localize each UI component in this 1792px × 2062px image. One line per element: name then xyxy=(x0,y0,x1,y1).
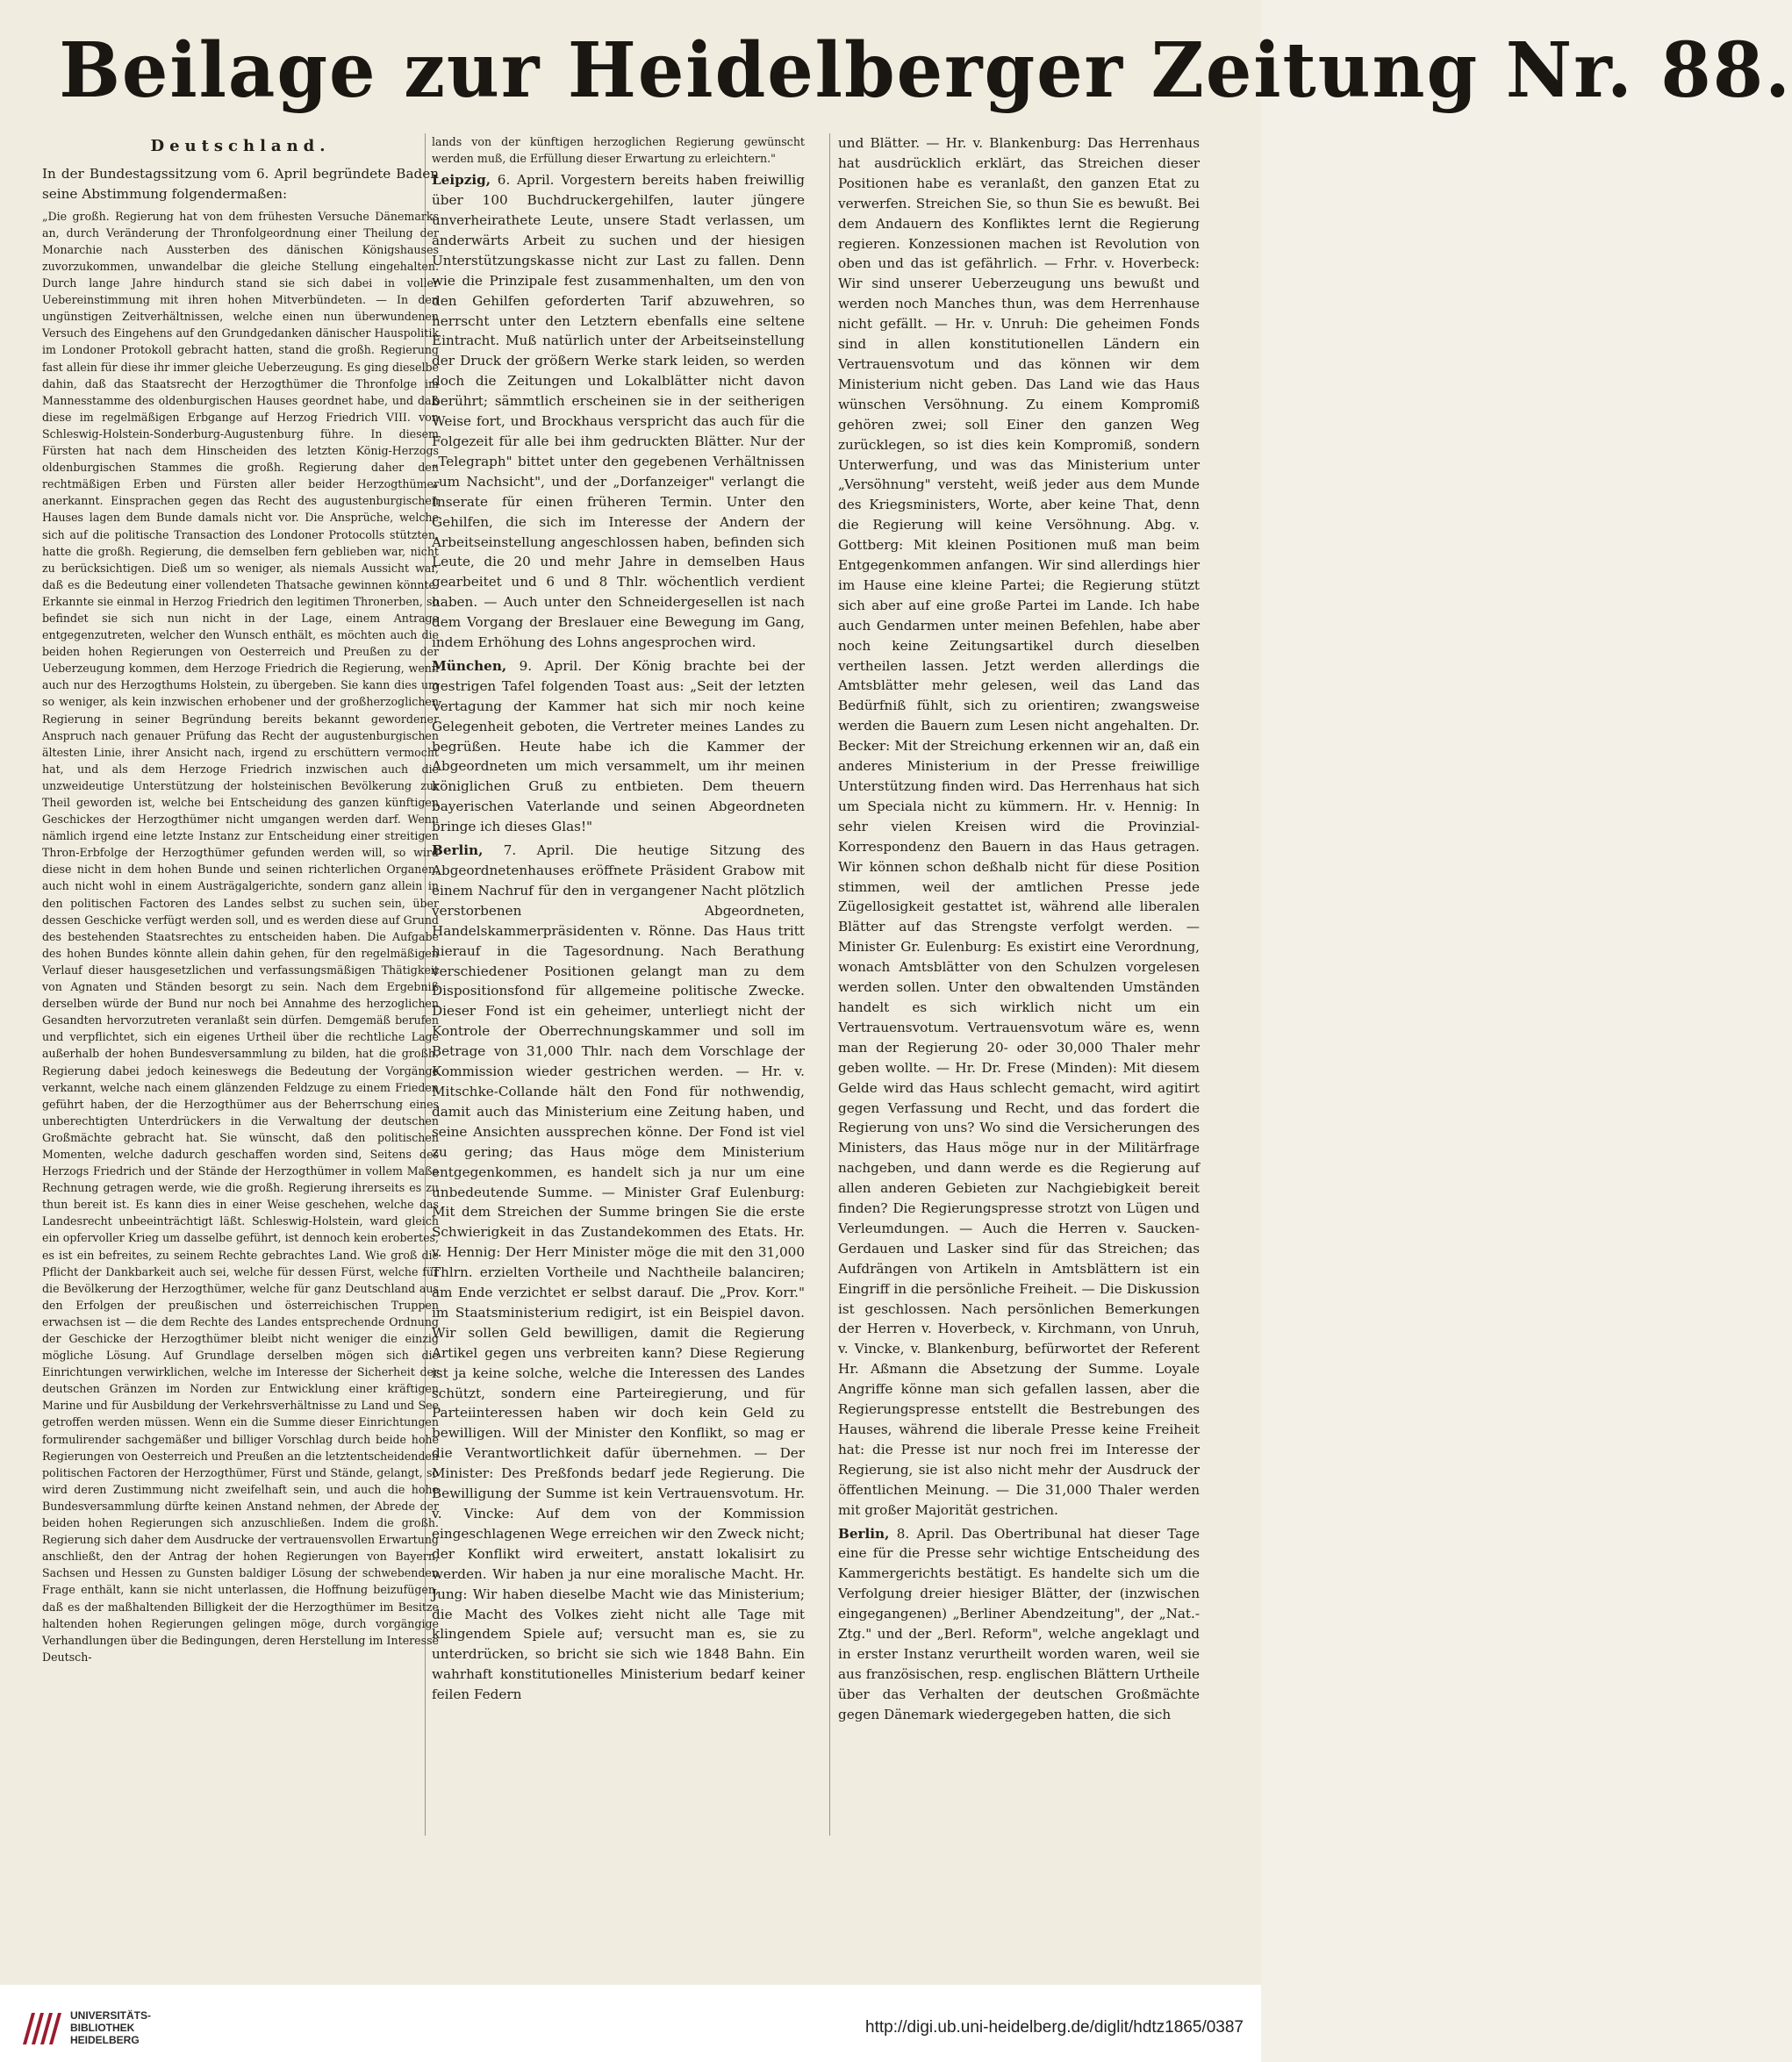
intro-paragraph: In der Bundestagssitzung vom 6. April begründete Baden seine Abstimmung folgendermaßen: xyxy=(42,165,439,202)
article-text: 6. April. Vorgestern bereits haben freiwillig über 100 Buchdruckergehilfen, lauter jüngere unverheirathete Leute, unsere Stadt verlassen, um anderwärts Arbeit zu suchen und der hiesigen Unterstützungskasse nicht zur Last zu fallen. Denn wie die Prinzipale fest zusammenhalten, um den von den Gehilfen geforderten Tarif abzuwehren, so herrscht unter den Letztern ebenfalls eine seltene Eintracht. Muß natürlich unter der Arbeitseinstellung der Druck der größern Werke stark leiden, so werden doch die Zeitungen und Lokalblätter nicht davon berührt; sämmtlich erscheinen sie in der seitherigen Weise fort, und Brockhaus verspricht das auch für die Folgezeit für alle bei ihm gedruckten Blätter. Nur der „Telegraph" bittet unter den gegebenen Verhältnissen „um Nachsicht", und der „Dorfanzeiger" verlangt die Inserate für einen früheren Termin. Unter den Gehilfen, die sich im Interesse der Andern der Arbeitseinstellung angeschlossen haben, befinden sich Leute, die 20 und mehr Jahre in demselben Haus gearbeitet und 6 und 8 Thlr. wöchentlich verdient haben. — Auch unter den Schneidergesellen ist nach dem Vorgang der Breslauer eine Bewegung im Gang, indem Erhöhung des Lohns angesprochen wird. xyxy=(432,172,806,651)
article-muenchen xyxy=(432,656,805,837)
article-text: 7. April. Die heutige Sitzung des Abgeordnetenhauses eröffnete Präsident Grabow mit einem Nachruf für den in vergangener Nacht plötzlich verstorbenen Abgeordneten, Handelskammerpräsidenten v. Rönne. Das Haus tritt hierauf in die Tagesordnung. Nach Berathung verschiedener Positionen gelangt man zu dem Dispositionsfond für allgemeine politische Zwecke. Dieser Fond ist ein geheimer, unterliegt nicht der Kontrole der Oberrechnungskammer und soll im Betrage von 31,000 Thlr. nach dem Vorschlage der Kommission wieder gestrichen werden. — Hr. v. Mitschke-Collande hält den Fond für nothwendig, damit auch das Ministerium eine Zeitung haben, und seine Ansichten aussprechen könne. Der Fond ist viel zu gering; das Haus möge dem Ministerium entgegenkommen, es handelt sich ja nur um eine unbedeutende Summe. — Minister Graf Eulenburg: Mit dem Streichen der Summe bringen Sie die erste Schwierigkeit in das Zustandekommen des Etats. Hr. v. Hennig: Der Herr Minister möge die mit den 31,000 Thlrn. erzielten Vortheile und Nachtheile balanciren; am Ende verzichtet er selbst darauf. Die „Prov. Korr." im Staatsministerium redigirt, ist ein Beispiel davon. Wir sollen Geld bewilligen, damit die Regierung Artikel gegen uns verbreiten kann? Diese Regierung ist ja keine solche, welche die Interessen des Landes schützt, sondern eine Parteiregierung, und für Parteiinteressen haben wir doch kein Geld zu bewilligen. Will der Minister den Konflikt, so mag er die Verantwortlichkeit dafür übernehmen. — Der Minister: Des Preßfonds bedarf jede Regierung. Die Bewilligung der Summe ist kein Vertrauensvotum. Hr. v. Vincke: Auf dem von der Kommission eingeschlagenen Wege erreichen wir den Zweck nicht; der Konflikt wird erweitert, anstatt lokalisirt zu werden. Wir haben ja nur eine moralische Macht. Hr. Jung: Wir haben dieselbe Macht wie das Ministerium; die Macht des Volkes zieht nicht alle Tage mit klingendem Spiele auf; versucht man es, sie zu unterdrücken, so bricht sie sich wie 1848 Bahn. Ein wahrhaft konstitutionelles Ministerium bedarf keiner feilen Federn xyxy=(432,842,805,1703)
article-berlin-2 xyxy=(838,1524,1200,1725)
column-rule xyxy=(829,133,830,1836)
article-text: 8. April. Das Obertribunal hat dieser Tage eine für die Presse sehr wichtige Entscheidung des Kammergerichts bestätigt. Es handelte sich um die Verfolgung dreier hiesiger Blätter, der (inzwischen eingegangenen) „Berliner Abendzeitung", der „Nat.-Ztg." und der „Berl. Reform", welche angeklagt und in erster Instanz verurtheilt worden waren, weil sie aus französischen, resp. englischen Blättern Urtheile über das Verhalten der deutschen Großmächte gegen Dänemark wiedergegeben hatten, die sich xyxy=(838,1525,1200,1722)
article-text: 9. April. Der König brachte bei der gestrigen Tafel folgenden Toast aus: „Seit der letzten Vertagung der Kammer hat sich mir noch keine Gelegenheit geboten, die Vertreter meines Landes zu begrüßen. Heute habe ich die Kammer der Abgeordneten um mich versammelt, um ihr meinen königlichen Gruß zu entbieten. Dem theuern bayerischen Vaterlande und seinen Abgeordneten bringe ich dieses Glas!" xyxy=(432,657,805,835)
source-url-link[interactable]: http://digi.ub.uni-heidelberg.de/diglit/hdtz1865/0387 xyxy=(865,2018,1244,2037)
library-name-line: UNIVERSITÄTS- xyxy=(70,2009,152,2022)
university-library-logo-icon xyxy=(19,2009,65,2048)
library-name-line: BIBLIOTHEK xyxy=(70,2022,135,2034)
library-name xyxy=(70,2009,151,2046)
dateline: München, xyxy=(432,657,507,674)
library-name-line: HEIDELBERG xyxy=(70,2034,140,2046)
dateline: Berlin, xyxy=(432,842,484,859)
continued-quote: lands von der künftigen herzoglichen Regierung gewünscht werden muß, die Erfüllung dieser Erwartung zu erleichtern." xyxy=(432,135,805,166)
column-2 xyxy=(432,133,805,1840)
dateline: Berlin, xyxy=(838,1525,890,1542)
column-1 xyxy=(42,133,439,1840)
article-continuation: und Blätter. — Hr. v. Blankenburg: Das Herrenhaus hat ausdrücklich erklärt, das Streichen dieser Positionen habe es veranlaßt, den ganzen Etat zu verwerfen. Streichen Sie, so thun Sie es bewußt. Bei dem Andauern des Konfliktes lernt die Regierung regieren. Konzessionen machen ist Revolution von oben und das ist gefährlich. — Frhr. v. Hoverbeck: Wir sind unserer Ueberzeugung uns bewußt und werden noch Manches thun, was dem Herrenhause nicht gefällt. — Hr. v. Unruh: Die geheimen Fonds sind in allen konstitutionellen Ländern ein Vertrauensvotum und das können wir dem Ministerium nicht geben. Das Land wie das Haus wünschen Versöhnung. Zu einem Kompromiß gehören zwei; soll Einer den ganzen Weg zurücklegen, so ist dies kein Kompromiß, sondern Unterwerfung, und was das Ministerium unter „Versöhnung" versteht, weiß jeder aus dem Munde des Kriegsministers, Worte, aber keine That, denn die Regierung will keine Versöhnung. Abg. v. Gottberg: Mit kleinen Positionen muß man beim Entgegenkommen anfangen. Wir sind allerdings hier im Hause eine kleine Partei; die Regierung stützt sich aber auf eine große Partei im Lande. Ich habe auch Gendarmen unter meinen Befehlen, habe aber noch keine Zeitungsartikel durch dieselben vertheilen lassen. Jetzt werden allerdings die Amtsblätter mehr gelesen, weil das Land das Bedürfniß fühlt, sich zu orientiren; zwangsweise werden die Bauern zum Lesen nicht angehalten. Dr. Becker: Mit der Streichung erkennen wir an, daß ein anderes Ministerium in der Presse freiwillige Unterstützung finden wird. Das Herrenhaus hat sich um Speciala nicht zu kümmern. Hr. v. Hennig: In sehr vielen Kreisen wird die Provinzial-Korrespondenz den Bauern in das Haus getragen. Wir können schon deßhalb nicht für diese Position stimmen, weil der amtlichen Presse jede Zügellosigkeit gestattet ist, während alle liberalen Blätter auf das Strengste verfolgt werden. — Minister Gr. Eulenburg: Es existirt eine Verordnung, wonach Amtsblätter von den Schulzen vorgelesen werden sollen. Unter den obwaltenden Umständen handelt es sich wirklich nicht um ein Vertrauensvotum. Vertrauensvotum wäre es, wenn man der Regierung 20- oder 30,000 Thaler mehr geben wollte. — Hr. Dr. Frese (Minden): Mit diesem Gelde wird das Haus schlecht gemacht, wird agitirt gegen Verfassung und Recht, und das fordert die Regierung von uns? Wo sind die Versicherungen des Ministers, das Haus möge nur in der Militärfrage nachgeben, und dann werde es die Regierung auf allen anderen Gebieten zur Nachgiebigkeit bereit finden? Die Regierungspresse strotzt von Lügen und Verleumdungen. — Auch die Herren v. Saucken-Gerdauen und Lasker sind für das Streichen; das Aufdrängen von Artikeln in Amtsblättern ist ein Eingriff in die persönliche Freiheit. — Die Diskussion ist geschlossen. Nach persönlichen Bemerkungen der Herren v. Hoverbeck, v. Kirchmann, von Unruh, v. Vincke, v. Blankenburg, befürwortet der Referent Hr. Aßmann die Absetzung der Summe. Loyale Angriffe könne man sich gefallen lassen, aber die Regierungspresse entstellt die Bestrebungen des Hauses, während die liberale Presse keine Freiheit hat: die Presse ist nur noch frei im Interesse der Regierung, sie ist also nicht mehr der Ausdruck der öffentlichen Meinung. — Die 31,000 Thaler werden mit großer Majorität gestrichen. xyxy=(838,135,1200,1518)
article-leipzig xyxy=(432,170,805,653)
column-3 xyxy=(838,133,1200,1840)
dateline: Leipzig, xyxy=(432,172,491,189)
masthead-title: Beilage zur Heidelberger Zeitung Nr. 88. xyxy=(59,26,1792,115)
section-heading: Deutschland. xyxy=(150,137,331,155)
quoted-statement: „Die großh. Regierung hat von dem frühesten Versuche Dänemarks an, durch Veränderung der Thronfolgeordnung einer Theilung der Monarchie nach Aussterben des dänischen Königshauses zuvorzukommen, unwandelbar die gleiche Stellung eingehalten. Durch lange Jahre hindurch stand sie sich dabei in voller Uebereinstimmung mit ihren hohen Mitverbündeten. — In den ungünstigen Zeitverhältnissen, welche einen nun überwundenen Versuch des Eingehens auf den Grundgedanken dänischer Hauspolitik im Londoner Protokoll gebracht hatten, stand die großh. Regierung fast allein für diese ihr immer gleiche Ueberzeugung. Es ging dieselbe dahin, daß das Staatsrecht der Herzogthümer die Thronfolge im Mannesstamme des oldenburgischen Hauses geordnet habe, und daß diese im regelmäßigen Erbgange auf Herzog Friedrich VIII. von Schleswig-Holstein-Sonderburg-Augustenburg führe. In diesem Fürsten hat nach dem Hinscheiden des letzten König-Herzogs oldenburgischen Stammes die großh. Regierung daher den rechtmäßigen Erben und Fürsten aller beider Herzogthümer anerkannt. Einsprachen gegen das Recht des augustenburgischen Hauses lagen dem Bunde damals nicht vor. Die Ansprüche, welche sich auf die politische Transaction des Londoner Protocolls stützten, hatte die großh. Regierung, die demselben fern geblieben war, nicht zu berücksichtigen. Dieß um so weniger, als niemals Aussicht war, daß es die Bedeutung einer vollendeten Thatsache gewinnen könnte. Erkannte sie einmal in Herzog Friedrich den legitimen Thronerben, so befindet sie sich nun nicht in der Lage, einem Antrage entgegenzutreten, welcher den Wunsch enthält, es möchten auch die beiden hohen Regierungen von Oesterreich und Preußen zu der Ueberzeugung kommen, dem Herzoge Friedrich die Regierung, wenn auch nur des Herzogthums Holstein, zu übergeben. Sie kann dies um so weniger, als kein inzwischen erhobener und der großherzoglichen Regierung in seiner Begründung bereits bekannt gewordener Anspruch nach genauer Prüfung das Recht der augustenburgischen ältesten Linie, ihrer Ansicht nach, irgend zu erschüttern vermocht hat, und als dem Herzoge Friedrich inzwischen auch die unzweideutige Unterstützung der holsteinischen Bevölkerung zur Theil geworden ist, welche bei Entscheidung des ganzen künftigen Geschickes der Herzogthümer nicht umgangen werden darf. Wenn nämlich irgend eine letzte Instanz zur Entscheidung einer streitigen Thron-Erbfolge der Herzogthümer gefunden werden will, so wird diese nicht in dem hohen Bunde und seinen richterlichen Organen, auch nicht wohl in einem Austrägalgerichte, sondern ganz allein in den politischen Factoren des Landes selbst zu suchen sein, über dessen Geschicke verfügt werden soll, und es werden diese auf Grund des bestehenden Staatsrechtes zu entscheiden haben. Die Aufgabe des hohen Bundes könnte allein dahin gehen, für den regelmäßigen Verlauf dieser hausgesetzlichen und verfassungsmäßigen Thätigkeit von Agnaten und Ständen besorgt zu sein. Nach dem Ergebniß derselben würde der Bund nur noch bei Annahme des herzoglichen Gesandten hervorzutreten veranlaßt sein dürfen. Demgemäß berufen und verpflichtet, sich ein eigenes Urtheil über die rechtliche Lage außerhalb der hohen Bundesversammlung zu bilden, hat die großh. Regierung dabei jedoch keineswegs die Bedeutung der Vorgänge verkannt, welche nach einem glänzenden Feldzuge zu einem Frieden geführt haben, der die Herzogthümer aus der Beherrschung eines unberechtigten Unterdrückers in die Verwaltung der deutschen Großmächte gebracht hat. Sie wünscht, daß den politischen Momenten, welche dadurch geschaffen worden sind, Seitens des Herzogs Friedrich und der Stände der Herzogthümer in vollem Maße Rechnung getragen werde, wie die großh. Regierung ihrerseits es zu thun bereit ist. Es kann dies in einer Weise geschehen, welche das Landesrecht unbeeinträchtigt läßt. Schleswig-Holstein, ward gleich ein opfervoller Krieg um dasselbe geführt, ist dennoch kein erobertes, es ist ein befreites, zu seinem Rechte gebrachtes Land. Wie groß die Pflicht der Dankbarkeit auch sei, welche für dessen Fürst, welche für die Bevölkerung der Herzogthümer, welche für ganz Deutschland aus den Erfolgen der preußischen und österreichischen Truppen erwachsen ist — die dem Rechte des Landes entsprechende Ordnung der Geschicke der Herzogthümer bleibt nicht weniger die einzig mögliche Lösung. Auf Grundlage derselben mögen sich die Einrichtungen verwirklichen, welche im Interesse der Sicherheit der deutschen Gränzen im Norden zur Entwicklung einer kräftigen Marine und für Ausbildung der Verkehrsverhältnisse zu Land und See getroffen werden müssen. Wenn ein die Summe dieser Einrichtungen formulirender sachgemäßer und billiger Vorschlag durch beide hohe Regierungen von Oesterreich und Preußen an die letztentscheidenden politischen Factoren der Herzogthümer, Fürst und Stände, gelangt, so wird deren Zustimmung nicht zweifelhaft sein, und auch die hohe Bundesversammlung dürfte keinen Anstand nehmen, der Abrede der beiden hohen Regierungen sich anzuschließen. Indem die großh. Regierung sich daher dem Ausdrucke der vertrauensvollen Erwartung anschließt, den der Antrag der hohen Regierungen von Bayern, Sachsen und Hessen zu Gunsten baldiger Lösung der schwebenden Frage enthält, kann sie nicht unterlassen, die Hoffnung beizufügen, daß es der maßhaltenden Billigkeit der die Herzogthümer im Besitze haltenden hohen Regierungen gelingen möge, durch vorgängige Verhandlungen über die Bedingungen, deren Herstellung im Interesse Deutsch- xyxy=(42,209,439,1664)
article-berlin-1 xyxy=(432,841,805,1705)
